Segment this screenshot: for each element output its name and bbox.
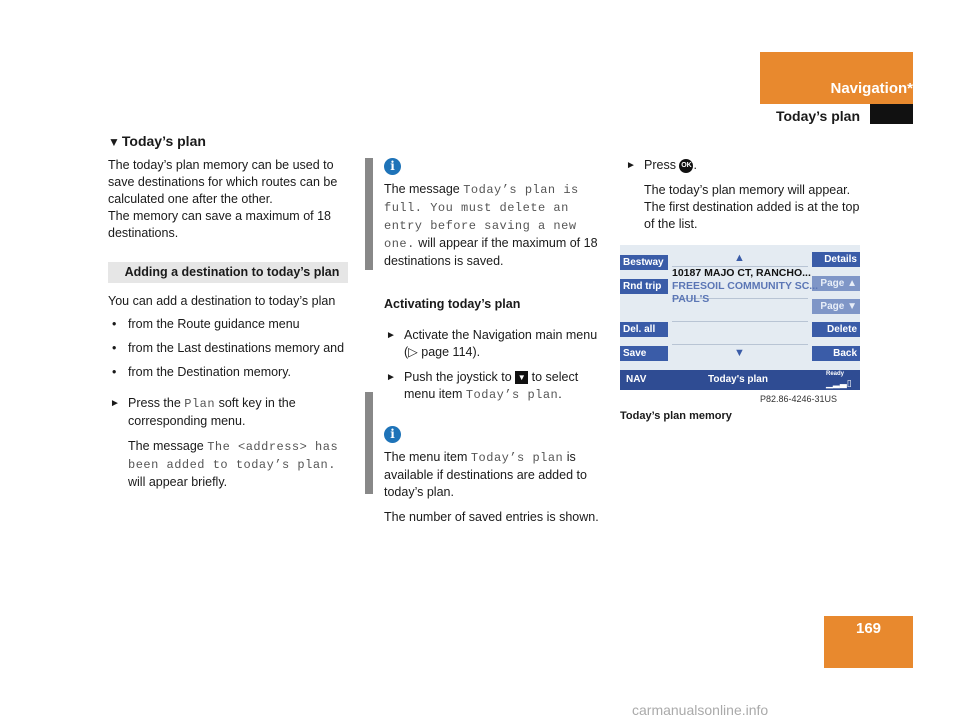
header-black-tab <box>870 104 913 124</box>
step-joystick: ► Push the joystick to ▼ to select menu item Today’s plan. <box>386 370 579 402</box>
figure-caption: Today’s plan memory <box>620 410 732 422</box>
arrow-right-icon: ► <box>386 330 396 341</box>
arrow-right-icon: ► <box>626 160 636 171</box>
round-trip-button[interactable]: Rnd trip <box>620 279 668 294</box>
column-left <box>108 157 348 491</box>
column-right <box>624 157 864 233</box>
today-plan-description: The today’s plan memory will appear. The first destination added is at the top of the list. <box>644 183 860 231</box>
subheader-adding: Adding a destination to today’s plan <box>108 262 348 283</box>
page-down-button[interactable]: Page ▼ <box>812 299 860 314</box>
details-button[interactable]: Details <box>812 252 860 267</box>
page-up-button[interactable]: Page ▲ <box>812 276 860 291</box>
figure-code: P82.86-4246-31US <box>760 394 838 404</box>
scroll-up-icon[interactable]: ▲ <box>734 252 745 264</box>
info-saved-entries: The number of saved entries is shown. <box>384 510 599 524</box>
joystick-down-icon: ▼ <box>515 371 528 384</box>
triangle-down-icon: ▼ <box>108 135 120 149</box>
message-note: The message The <address> has been added to today’s plan. will appear briefly. <box>128 439 339 489</box>
step-press-ok: ► Press OK . <box>626 158 697 172</box>
info-menu-available: The menu item Today’s plan is available if destinations are added to today’s plan. <box>384 450 587 499</box>
watermark: carmanualsonline.info <box>632 702 769 718</box>
save-button[interactable]: Save <box>620 346 668 361</box>
ok-button-icon: OK <box>679 159 693 173</box>
nav-status-bar <box>620 370 860 390</box>
list-item[interactable]: FREESOIL COMMUNITY SC... <box>672 280 819 292</box>
section-title: Navigation* <box>830 80 913 97</box>
info-icon: i <box>384 426 401 443</box>
step-press-plan: ► Press the Plan soft key in the corresponding menu. <box>110 396 296 428</box>
nav-mode-label: NAV <box>626 374 647 385</box>
page-number: 169 <box>855 620 882 637</box>
page-title: ▼ Today’s plan <box>108 133 206 149</box>
list-item[interactable]: 10187 MAJO CT, RANCHO... <box>672 267 811 279</box>
ready-label: Ready <box>826 371 845 377</box>
signal-bars-icon: ▁▂▃▯ <box>826 378 852 388</box>
list-item[interactable]: PAUL'S <box>672 293 710 305</box>
intro-text: The today’s plan memory can be used to save destinations for which routes can be calculated one after the other. <box>108 158 338 206</box>
info-icon: i <box>384 158 401 175</box>
intro-text-2: The memory can save a maximum of 18 destinations. <box>108 209 331 240</box>
scroll-down-icon[interactable]: ▼ <box>734 347 745 359</box>
column-middle <box>384 158 608 526</box>
delete-button[interactable]: Delete <box>812 322 860 337</box>
list-item: • from the Route guidance menu <box>108 316 348 333</box>
navigation-screen <box>620 245 860 390</box>
list-item: • from the Last destinations memory and <box>108 340 348 357</box>
subheading-activating: Activating today’s plan <box>384 297 521 311</box>
info-message-full: The message Today’s plan is full. You must delete an entry before saving a new one. will appear if the maximum of 18 destinations is saved. <box>384 182 598 268</box>
arrow-right-icon: ► <box>386 372 396 383</box>
back-button[interactable]: Back <box>812 346 860 361</box>
list-item: • from the Destination memory. <box>108 364 348 381</box>
step-activate-nav: ► Activate the Navigation main menu (▷ page 114). <box>386 328 598 359</box>
info-bar <box>365 392 373 494</box>
lead-text: You can add a destination to today’s plan <box>108 294 336 308</box>
delete-all-button[interactable]: Del. all <box>620 322 668 337</box>
arrow-right-icon: ► <box>110 398 120 409</box>
page-header-title: Today’s plan <box>775 108 860 124</box>
nav-screen-title: Today's plan <box>708 374 768 385</box>
bestway-button[interactable]: Bestway <box>620 255 668 270</box>
info-bar <box>365 158 373 270</box>
bullet-list <box>108 316 348 381</box>
